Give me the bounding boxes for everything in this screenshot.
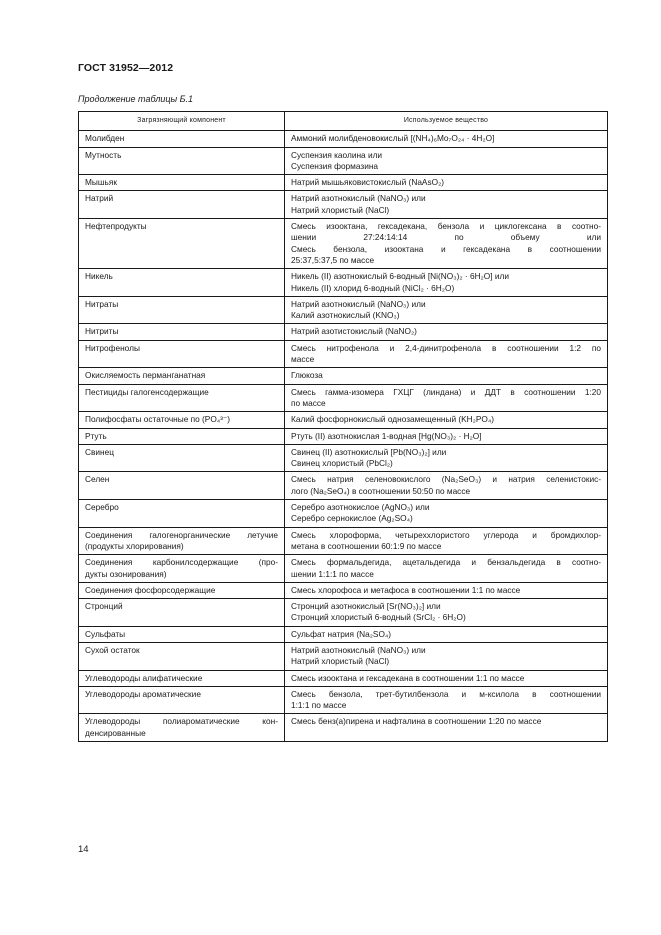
cell-substance: Смесь изооктана, гексадекана, бензола и циклогексана в соотно- шении 27:24:14:14 по объему или Смесь бензола, изооктана и гексадекана в соотношении 25:37,5:37,5 по массе — [285, 219, 608, 269]
cell-substance: Натрий мышьяковистокислый (NaAsO₂) — [285, 175, 608, 191]
page-number: 14 — [78, 844, 89, 855]
table-row — [79, 191, 608, 219]
table-row — [79, 642, 608, 670]
cell-component: Углеводороды полиароматические кон- денсированные — [79, 714, 285, 742]
table-row — [79, 324, 608, 340]
cell-component: Стронций — [79, 599, 285, 627]
table-row — [79, 472, 608, 500]
table-row — [79, 714, 608, 742]
table-row — [79, 599, 608, 627]
cell-component: Никель — [79, 269, 285, 297]
cell-substance: Смесь хлорофоса и метафоса в соотношении 1:1 по массе — [285, 582, 608, 598]
cell-component: Углеводороды алифатические — [79, 670, 285, 686]
cell-substance: Смесь формальдегида, ацетальдегида и бензальдегида в соотно- шении 1:1:1 по массе — [285, 555, 608, 583]
cell-substance: Смесь гамма-изомера ГХЦГ (линдана) и ДДТ в соотношении 1:20 по массе — [285, 384, 608, 412]
cell-substance: Калий фосфорнокислый однозамещенный (KH₂PO₄) — [285, 412, 608, 428]
cell-substance: Суспензия каолина или Суспензия формазина — [285, 147, 608, 175]
cell-substance: Смесь изооктана и гексадекана в соотношении 1:1 по массе — [285, 670, 608, 686]
cell-substance: Сульфат натрия (Na₂SO₄) — [285, 626, 608, 642]
cell-component: Пестициды галогенсодержащие — [79, 384, 285, 412]
column-header-component: Загрязняющий компонент — [79, 112, 285, 131]
cell-substance: Смесь хлороформа, четыреххлористого углерода и бромдихлор- метана в соотношении 60:1:9 по массе — [285, 527, 608, 555]
document-title: ГОСТ 31952—2012 — [78, 62, 174, 74]
cell-component: Мутность — [79, 147, 285, 175]
table-caption: Продолжение таблицы Б.1 — [78, 94, 194, 104]
table-row — [79, 368, 608, 384]
cell-substance: Серебро азотнокислое (AgNO₃) или Серебро сернокислое (Ag₂SO₄) — [285, 500, 608, 528]
cell-substance: Натрий азотнокислый (NaNO₃) или Калий азотнокислый (KNO₃) — [285, 296, 608, 324]
table-row — [79, 555, 608, 583]
cell-component: Соединения карбонилсодержащие (про- дукты озонирования) — [79, 555, 285, 583]
cell-component: Сульфаты — [79, 626, 285, 642]
cell-substance: Натрий азотнокислый (NaNO₃) или Натрий хлористый (NaCl) — [285, 642, 608, 670]
table-row — [79, 296, 608, 324]
cell-component: Селен — [79, 472, 285, 500]
cell-substance: Смесь бенз(а)пирена и нафталина в соотношении 1:20 по массе — [285, 714, 608, 742]
table-row — [79, 219, 608, 269]
cell-substance: Смесь бензола, трет-бутилбензола и м-ксилола в соотношении 1:1:1 по массе — [285, 686, 608, 714]
cell-component: Серебро — [79, 500, 285, 528]
cell-substance: Аммоний молибденовокислый [(NH₄)₆Mo₇O₂₄ · 4H₂O] — [285, 131, 608, 147]
cell-component: Сухой остаток — [79, 642, 285, 670]
table-row — [79, 175, 608, 191]
table-row — [79, 582, 608, 598]
cell-substance: Стронций азотнокислый [Sr(NO₃)₂] или Стронций хлористый 6-водный (SrCl₂ · 6H₂O) — [285, 599, 608, 627]
cell-substance: Смесь нитрофенола и 2,4-динитрофенола в соотношении 1:2 по массе — [285, 340, 608, 368]
table-row — [79, 670, 608, 686]
cell-component: Нитриты — [79, 324, 285, 340]
cell-substance: Глюкоза — [285, 368, 608, 384]
cell-substance: Натрий азотнокислый (NaNO₃) или Натрий хлористый (NaCl) — [285, 191, 608, 219]
cell-substance: Никель (II) азотнокислый 6-водный [Ni(NO₃)₂ · 6H₂O] или Никель (II) хлорид 6-водный (NiCl₂ · 6H₂O) — [285, 269, 608, 297]
table-row — [79, 412, 608, 428]
cell-component: Углеводороды ароматические — [79, 686, 285, 714]
table-header-row — [79, 112, 608, 131]
table-row — [79, 527, 608, 555]
cell-component: Мышьяк — [79, 175, 285, 191]
cell-substance: Смесь натрия селеновокислого (Na₂SeO₃) и натрия селенистокис- лого (Na₂SeO₄) в соотношении 50:50 по массе — [285, 472, 608, 500]
table-row — [79, 428, 608, 444]
cell-component: Нитрофенолы — [79, 340, 285, 368]
table-row — [79, 147, 608, 175]
cell-component: Молибден — [79, 131, 285, 147]
table-row — [79, 384, 608, 412]
table-row — [79, 500, 608, 528]
table-row — [79, 340, 608, 368]
table-row — [79, 444, 608, 472]
table-row — [79, 269, 608, 297]
cell-component: Свинец — [79, 444, 285, 472]
substances-table — [78, 111, 608, 742]
cell-component: Соединения галогенорганические летучие (продукты хлорирования) — [79, 527, 285, 555]
table-row — [79, 131, 608, 147]
cell-component: Соединения фосфорсодержащие — [79, 582, 285, 598]
cell-component: Нитраты — [79, 296, 285, 324]
cell-component: Полифосфаты остаточные по (PO₄³⁻) — [79, 412, 285, 428]
cell-substance: Натрий азотистокислый (NaNO₂) — [285, 324, 608, 340]
cell-component: Ртуть — [79, 428, 285, 444]
cell-substance: Ртуть (II) азотнокислая 1-водная [Hg(NO₃)₂ · H₂O] — [285, 428, 608, 444]
cell-component: Нефтепродукты — [79, 219, 285, 269]
cell-component: Натрий — [79, 191, 285, 219]
table-row — [79, 626, 608, 642]
column-header-substance: Используемое вещество — [285, 112, 608, 131]
cell-substance: Свинец (II) азотнокислый [Pb(NO₃)₂] или Свинец хлористый (PbCl₂) — [285, 444, 608, 472]
cell-component: Окисляемость перманганатная — [79, 368, 285, 384]
table-row — [79, 686, 608, 714]
